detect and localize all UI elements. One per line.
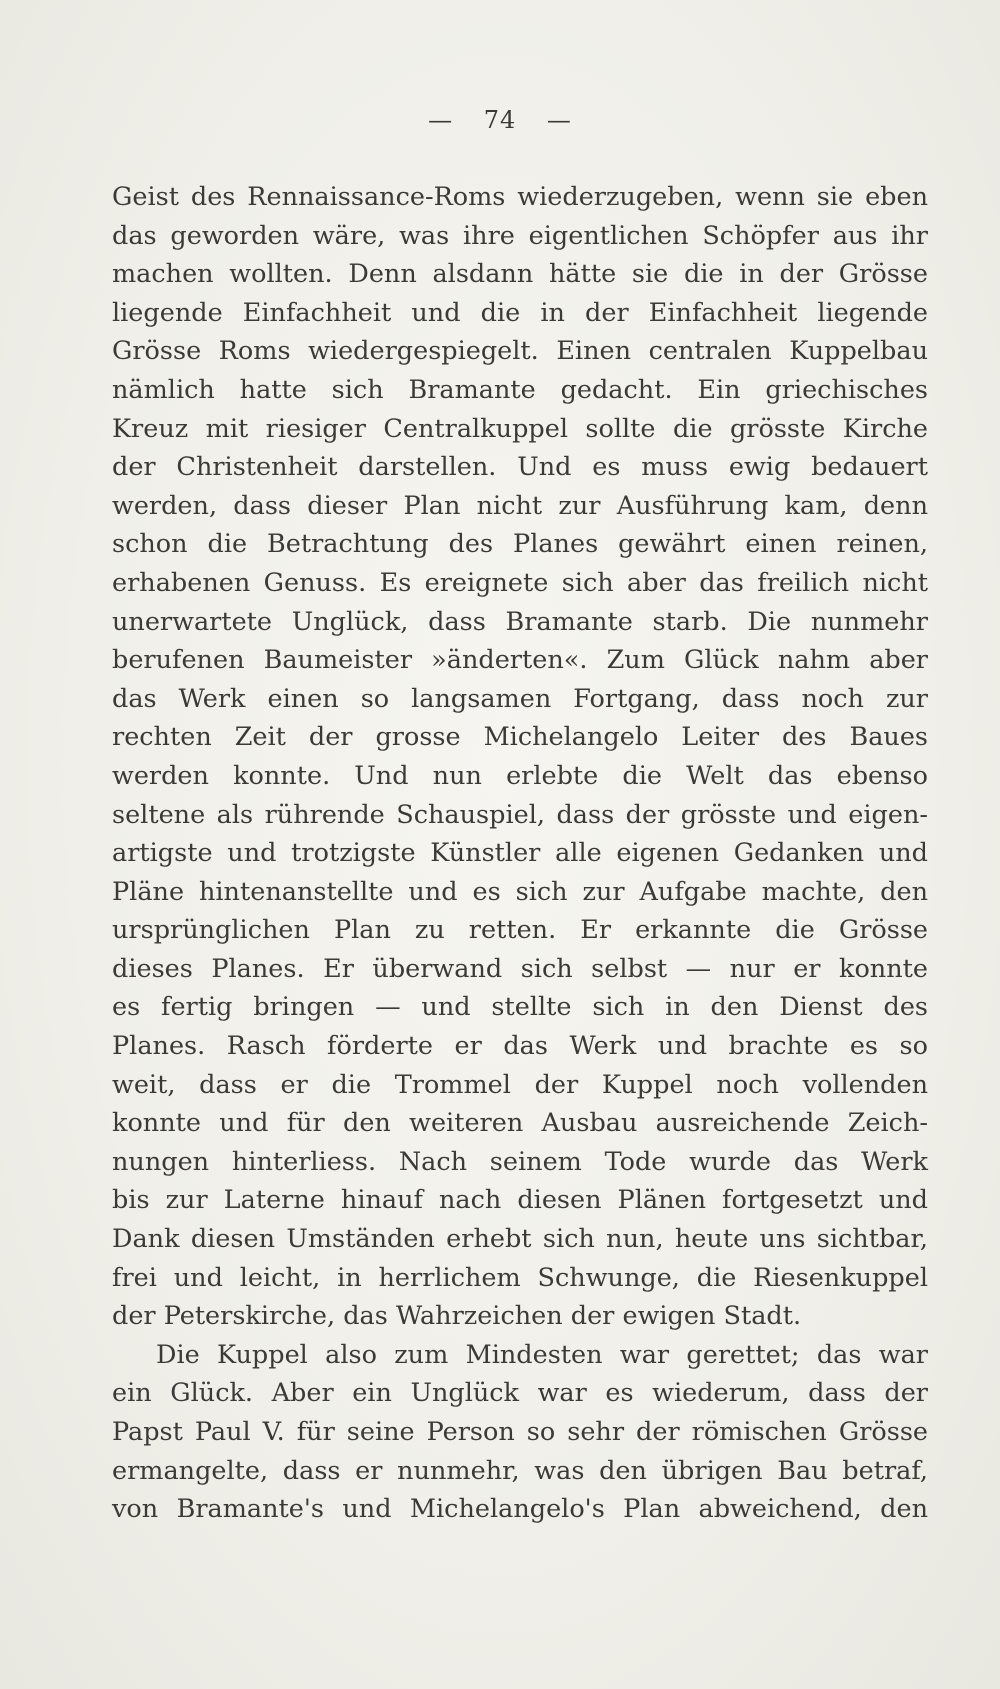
- text-line: der Christenheit darstellen. Und es muss ewig bedauert: [112, 452, 928, 483]
- page-number: [0, 106, 1000, 134]
- text-line: von Bramante's und Michelangelo's Plan abweichend, den: [112, 1494, 928, 1525]
- text-line: konnte und für den weiteren Ausbau ausreichende Zeich-: [112, 1108, 928, 1139]
- text-line: weit, dass er die Trommel der Kuppel noch vollenden: [112, 1069, 928, 1100]
- text-line: das geworden wäre, was ihre eigentlichen Schöpfer aus ihr: [112, 220, 928, 251]
- text-line: seltene als rührende Schauspiel, dass der grösste und eigen-: [112, 799, 928, 830]
- text-line-paragraph-end: der Peterskirche, das Wahrzeichen der ewigen Stadt.: [112, 1301, 802, 1332]
- page-number-value: 74: [483, 106, 517, 134]
- text-line: Geist des Rennaissance-Roms wiederzugeben, wenn sie eben: [112, 182, 928, 212]
- text-line: schon die Betrachtung des Planes gewährt einen reinen,: [112, 529, 928, 560]
- text-line: Pläne hintenanstellte und es sich zur Aufgabe machte, den: [112, 876, 928, 907]
- text-line: unerwartete Unglück, dass Bramante starb. Die nunmehr: [112, 606, 928, 637]
- text-line: Grösse Roms wiedergespiegelt. Einen centralen Kuppelbau: [112, 336, 928, 367]
- text-line: werden, dass dieser Plan nicht zur Ausführung kam, denn: [112, 490, 928, 521]
- body-text: [112, 178, 928, 1529]
- text-line: Papst Paul V. für seine Person so sehr der römischen Grösse: [112, 1417, 928, 1447]
- text-line: liegende Einfachheit und die in der Einfachheit liegende: [112, 297, 928, 328]
- text-line: nämlich hatte sich Bramante gedacht. Ein griechisches: [112, 374, 928, 405]
- text-line: machen wollten. Denn alsdann hätte sie die in der Grösse: [112, 259, 928, 290]
- text-line: rechten Zeit der grosse Michelangelo Leiter des Baues: [112, 722, 928, 753]
- text-line: dieses Planes. Er überwand sich selbst — nur er konnte: [112, 953, 928, 984]
- text-line: nungen hinterliess. Nach seinem Tode wurde das Werk: [112, 1146, 928, 1177]
- text-line: ursprünglichen Plan zu retten. Er erkannte die Grösse: [112, 915, 928, 946]
- text-line: ein Glück. Aber ein Unglück war es wiederum, dass der: [112, 1378, 928, 1409]
- text-line: berufenen Baumeister »änderten«. Zum Glück nahm aber: [112, 645, 928, 676]
- text-line: erhabenen Genuss. Es ereignete sich aber das freilich nicht: [112, 567, 928, 598]
- text-line: Dank diesen Umständen erhebt sich nun, heute uns sichtbar,: [112, 1224, 928, 1255]
- text-line: ermangelte, dass er nunmehr, was den übrigen Bau betraf,: [112, 1455, 928, 1486]
- text-line: artigste und trotzigste Künstler alle eigenen Gedanken und: [112, 838, 928, 869]
- text-line: es fertig bringen — und stellte sich in den Dienst des: [112, 992, 928, 1023]
- text-line: das Werk einen so langsamen Fortgang, dass noch zur: [112, 683, 928, 714]
- text-line: werden konnte. Und nun erlebte die Welt das ebenso: [112, 760, 928, 791]
- page-number-dash-left: —: [428, 106, 454, 134]
- text-line-paragraph-start: Die Kuppel also zum Mindesten war gerettet; das war: [156, 1339, 928, 1370]
- text-line: Planes. Rasch förderte er das Werk und brachte es so: [112, 1031, 928, 1062]
- text-line: Kreuz mit riesiger Centralkuppel sollte die grösste Kirche: [112, 413, 928, 444]
- text-line: bis zur Laterne hinauf nach diesen Plänen fortgesetzt und: [112, 1185, 928, 1216]
- text-line: frei und leicht, in herrlichem Schwunge, die Riesenkuppel: [112, 1262, 928, 1293]
- page-number-dash-right: —: [546, 106, 572, 134]
